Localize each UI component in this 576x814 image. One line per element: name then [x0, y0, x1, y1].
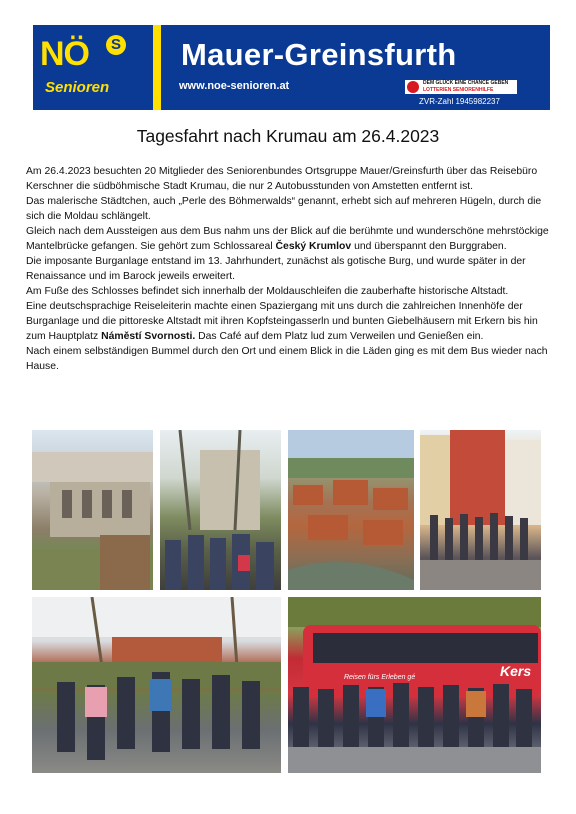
sponsor-line-1: DEM GLÜCK EINE CHANCE GEBEN — [423, 80, 509, 86]
zvr-number: ZVR-Zahl 1945982237 — [419, 97, 500, 106]
paragraph-text: Eine deutschsprachige Reiseleiterin machte einen Spaziergang mit uns durch die zahlreichen Innenhöfe der Burganlage und die pittoreske Altstadt mit ihren Kopfsteingasserln und bunten Giebelhäusern mit Erkern bis hin zum Hauptplatz — [26, 301, 538, 342]
bus-slogan: Reisen fürs Erleben gé — [344, 674, 416, 681]
sponsor-line-2: LOTTERIEN SENIORENHILFE — [423, 87, 494, 93]
photo-town-river-view — [288, 430, 414, 590]
paragraph: Am Fuße des Schlosses befindet sich innerhalb der Moldauschleifen die zauberhafte historische Altstadt. — [26, 286, 509, 297]
paragraph-text: Das Café auf dem Platz lud zum Verweilen und Genießen ein. — [195, 331, 484, 342]
paragraph-text: und überspannt den Burggraben. — [351, 241, 507, 252]
logo-main-text: NÖ — [40, 35, 89, 73]
photo-main-square — [420, 430, 541, 590]
sponsor-emblem-icon — [407, 81, 419, 93]
photo-castle-bridge — [32, 430, 153, 590]
place-name-cesky-krumlov: Český Krumlov — [275, 241, 352, 252]
sponsor-logo — [405, 80, 517, 94]
logo-subtitle: Senioren — [45, 79, 110, 96]
castle-bridge-illustration — [32, 430, 153, 590]
website-url: www.noe-senioren.at — [179, 80, 290, 92]
paragraph — [26, 299, 552, 344]
organization-title: Mauer-Greinsfurth — [181, 37, 457, 72]
town-river-illustration — [288, 430, 414, 590]
paragraph — [26, 224, 552, 254]
noe-senioren-logo — [37, 29, 129, 106]
photo-group-guide — [32, 597, 281, 773]
paragraph: Das malerische Städtchen, auch „Perle des Böhmerwalds“ genannt, erhebt sich auf mehreren Hügeln, durch die sich die Moldau schlängelt. — [26, 196, 542, 222]
paragraph: Die imposante Burganlage entstand im 13. Jahrhundert, zunächst als gotische Burg, und wurde später in der Renaissance und im Barock jeweils erweitert. — [26, 256, 526, 282]
place-name-namesti-svornosti: Náměstí Svornosti. — [101, 331, 196, 342]
article-title: Tagesfahrt nach Krumau am 26.4.2023 — [136, 126, 440, 146]
photo-group-bus — [288, 597, 541, 773]
header-banner — [33, 25, 550, 110]
logo-s-badge: S — [106, 35, 126, 55]
bus-brand: Kers — [500, 663, 532, 679]
group-courtyard-illustration — [160, 430, 281, 590]
article-body — [26, 164, 552, 374]
paragraph: Am 26.4.2023 besuchten 20 Mitglieder des Seniorenbundes Ortsgruppe Mauer/Greinsfurth über das Reisebüro Kerschner die südböhmische Stadt Krumau, die nur 2 Autobusstunden von Amstetten entfernt ist. — [26, 166, 538, 192]
paragraph: Nach einem selbständigen Bummel durch den Ort und einem Blick in die Läden ging es mit dem Bus wieder nach Hause. — [26, 346, 548, 372]
photo-group-courtyard — [160, 430, 281, 590]
paragraph-text: Gleich nach dem Aussteigen aus dem Bus nahm uns der Blick auf die berühmte und wunderschöne mehrstöckige Mantelbrücke gefangen. Sie gehört zum Schlossareal — [26, 226, 549, 252]
yellow-divider — [153, 25, 161, 110]
main-square-illustration — [420, 430, 541, 590]
group-bus-illustration — [288, 597, 541, 773]
group-guide-illustration — [32, 597, 281, 773]
